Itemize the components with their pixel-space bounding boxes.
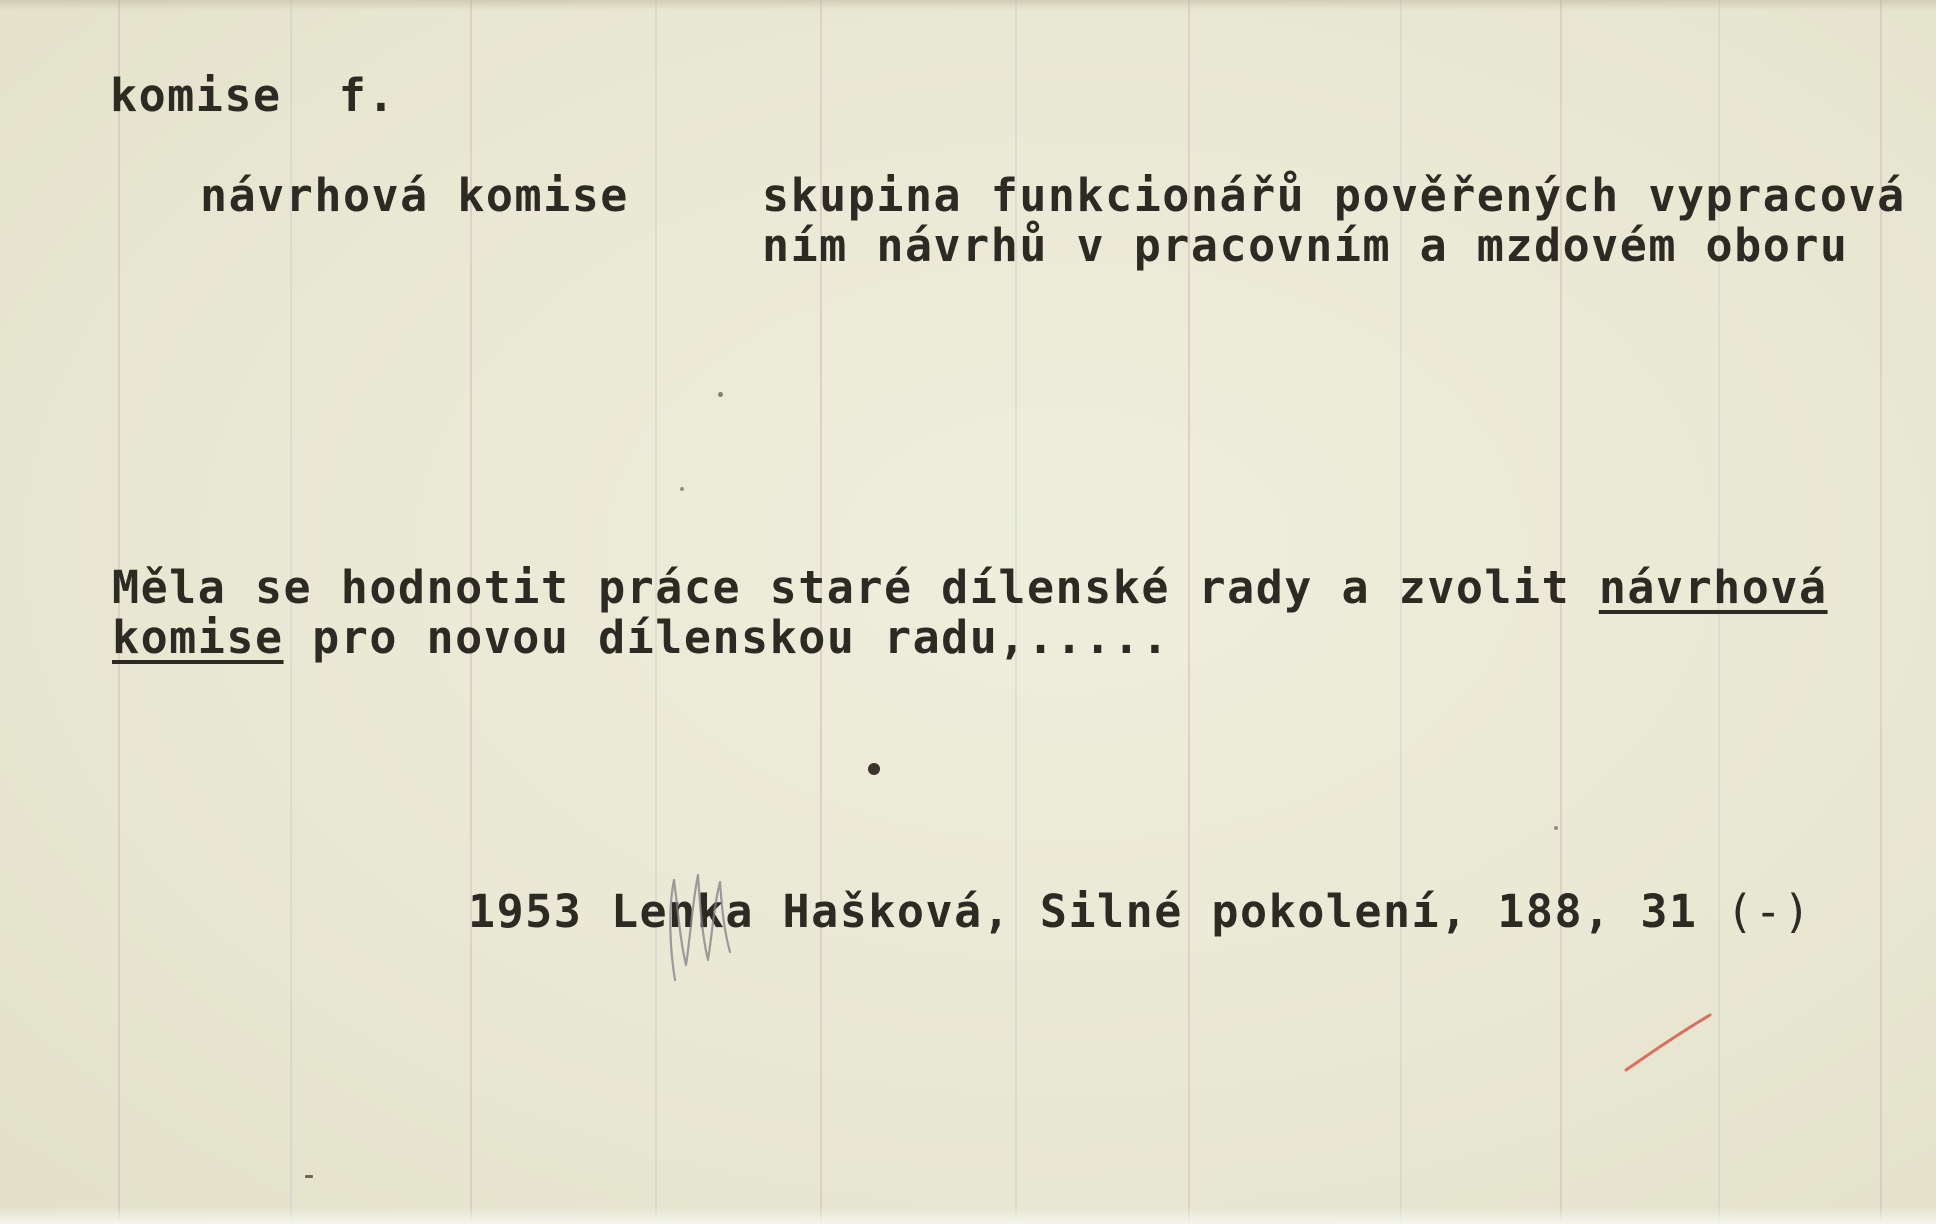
headword-line — [110, 70, 396, 122]
ink-dot — [1554, 826, 1558, 830]
ink-dot — [718, 392, 723, 397]
definition-line-2: ním návrhů v pracovním a mzdovém oboru — [762, 219, 1849, 272]
handwritten-scribble — [640, 860, 760, 990]
collocation-term: návrhová komise — [200, 169, 629, 222]
citation-number: 31 — [1640, 885, 1698, 938]
ink-dot — [305, 1175, 313, 1178]
citation-author: Lenka Hašková, — [610, 885, 1012, 938]
definition-line-1: skupina funkcionářů pověřených vypracová — [762, 169, 1906, 222]
headword-gender: f. — [338, 69, 396, 122]
citation-mark: (-) — [1726, 885, 1812, 938]
ink-dot — [680, 487, 684, 491]
example-underlined-term: komise — [112, 611, 284, 664]
example-line-2 — [112, 612, 1170, 664]
example-text: Měla se hodnotit práce staré dílenské rady a zvolit — [112, 561, 1599, 614]
ink-dot — [868, 763, 880, 775]
red-pencil-mark — [1618, 1005, 1718, 1085]
example-line-1 — [112, 562, 1828, 614]
citation-year: 1953 — [468, 885, 583, 938]
citation-title: Silné pokolení, — [1039, 885, 1469, 938]
citation-page: 188, — [1497, 885, 1612, 938]
example-underlined-term: návrhová — [1598, 561, 1828, 614]
headword-lemma: komise — [110, 69, 282, 122]
example-text: pro novou dílenskou radu,..... — [283, 611, 1170, 664]
